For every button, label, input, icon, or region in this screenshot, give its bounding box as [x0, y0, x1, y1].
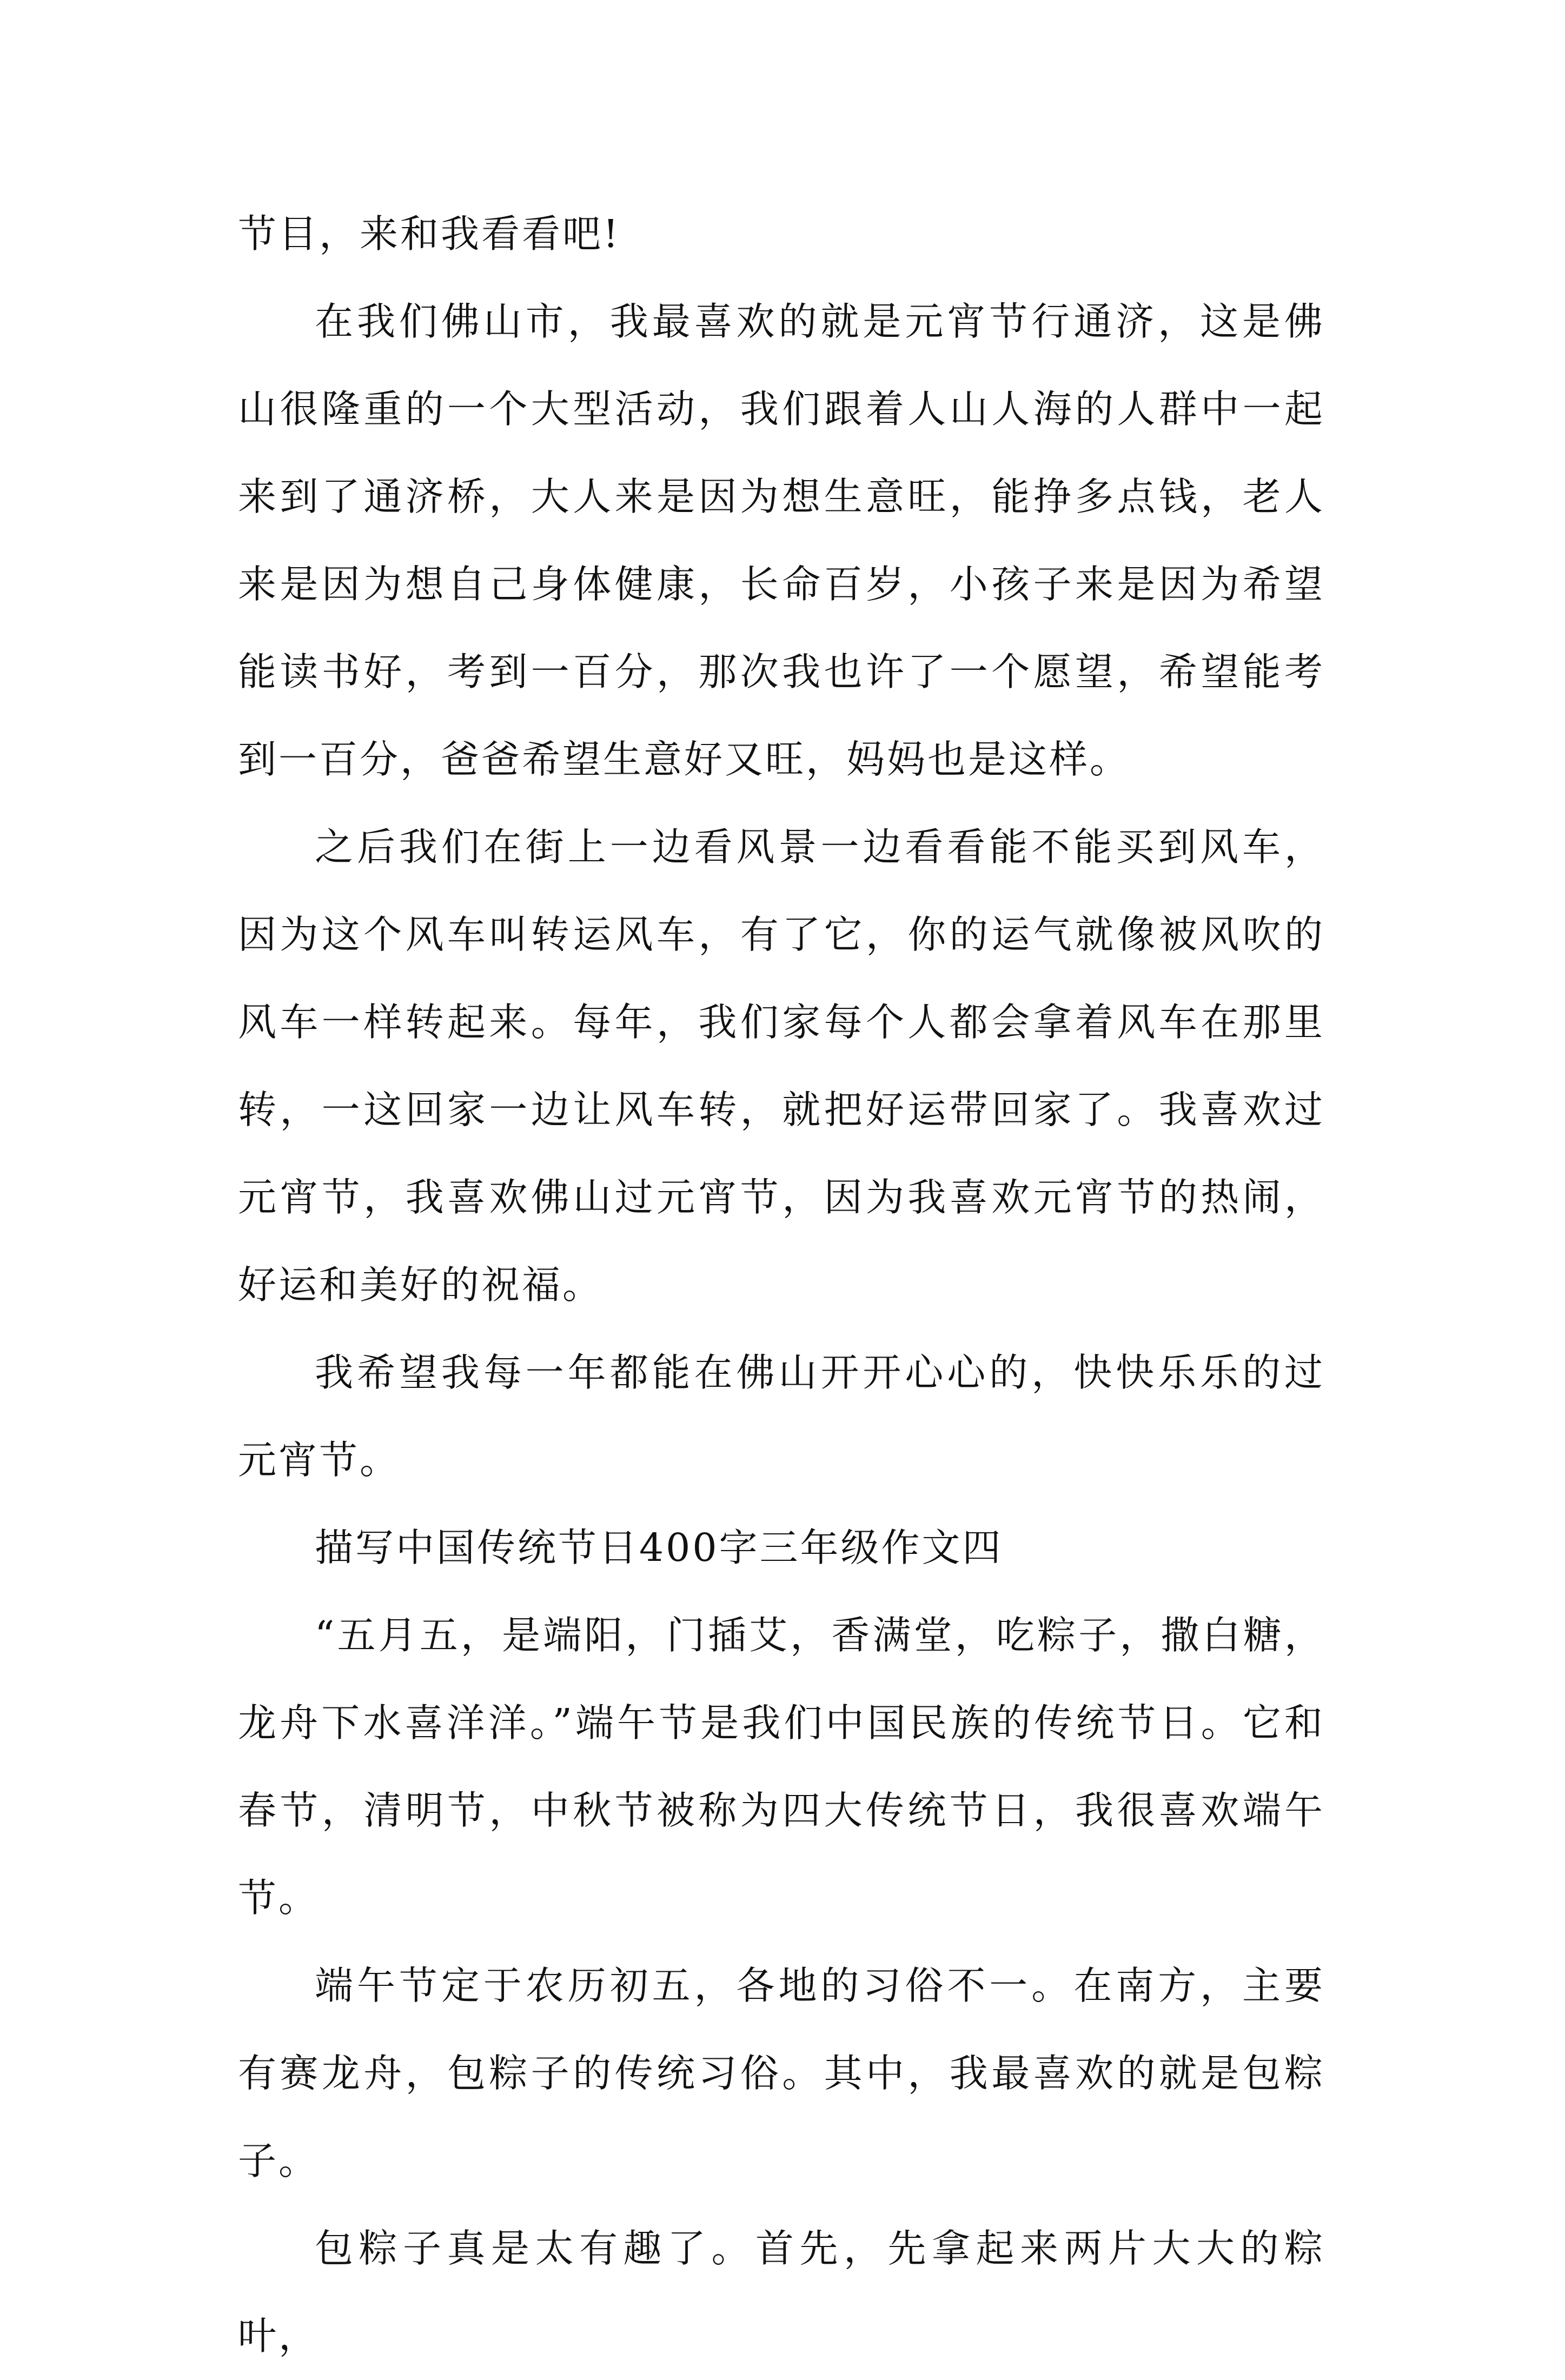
essay-heading: 描写中国传统节日400字三年级作文四: [315, 1525, 1003, 1570]
paragraph-2: 在我们佛山市，我最喜欢的就是元宵节行通济，这是佛山很隆重的一个大型活动，我们跟着人山人海的人群中一起来到了通济桥，大人来是因为想生意旺，能挣多点钱，老人来是因为想自己身体健康，长命百岁，小孩子来是因为希望能读书好，考到一百分，那次我也许了一个愿望，希望能考到一百分，爸爸希望生意好又旺，妈妈也是这样。: [238, 299, 1325, 782]
paragraph-5: “五月五，是端阳，门插艾，香满堂，吃粽子，撒白糖，龙舟下水喜洋洋。”端午节是我们中国民族的传统节日。它和春节，清明节，中秋节被称为四大传统节日，我很喜欢端午节。: [238, 1613, 1325, 1920]
essay-body: [238, 190, 1325, 2380]
paragraph-1: 节目，来和我看看吧!: [238, 211, 621, 256]
paragraph-3: 之后我们在街上一边看风景一边看看能不能买到风车，因为这个风车叫转运风车，有了它，你的运气就像被风吹的风车一样转起来。每年，我们家每个人都会拿着风车在那里转，一这回家一边让风车转，就把好运带回家了。我喜欢过元宵节，我喜欢佛山过元宵节，因为我喜欢元宵节的热闹，好运和美好的祝福。: [238, 825, 1325, 1307]
paragraph-6: 端午节定于农历初五，各地的习俗不一。在南方，主要有赛龙舟，包粽子的传统习俗。其中，我最喜欢的就是包粽子。: [238, 1963, 1325, 2183]
paragraph-7: 包粽子真是太有趣了。首先，先拿起来两片大大的粽叶，: [238, 2226, 1325, 2358]
paragraph-4: 我希望我每一年都能在佛山开开心心的，快快乐乐的过元宵节。: [238, 1350, 1325, 1482]
